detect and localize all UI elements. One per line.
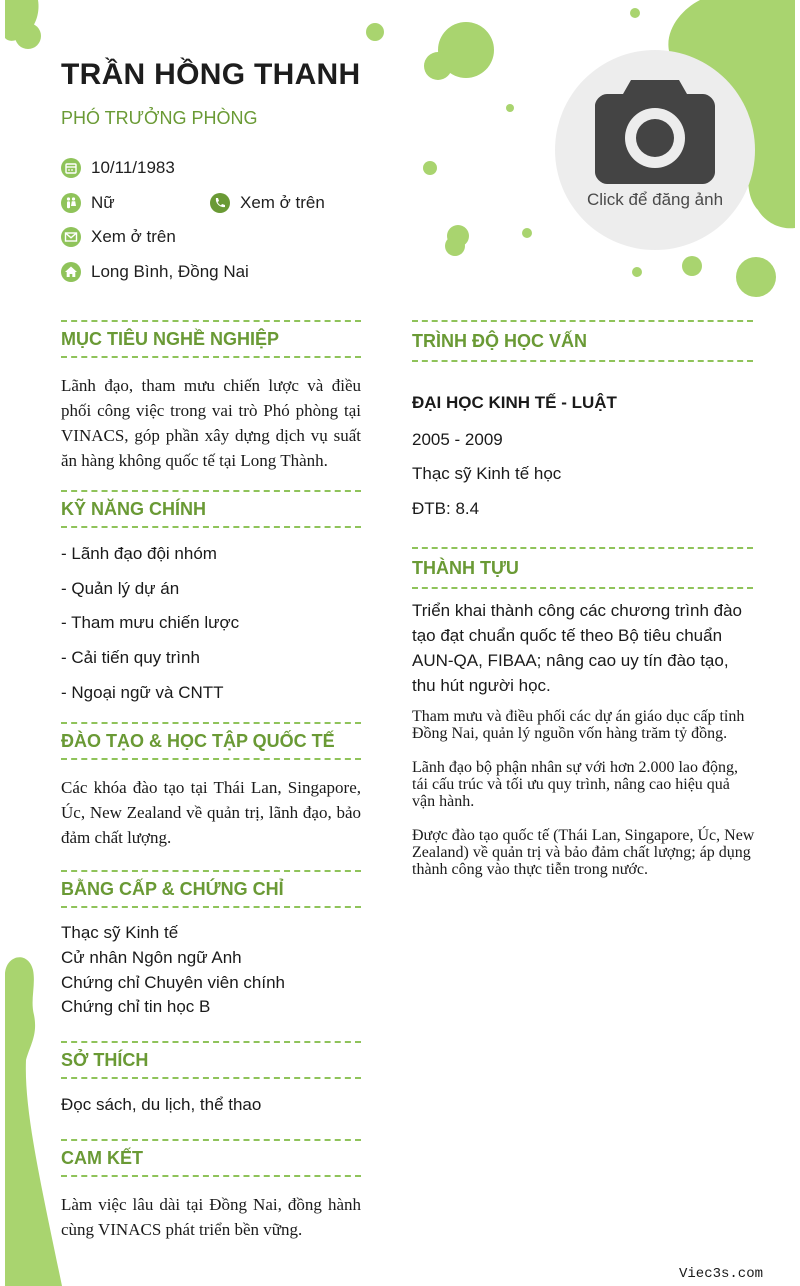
address-value: Long Bình, Đồng Nai — [91, 262, 249, 281]
achievement-item: Được đào tạo quốc tế (Thái Lan, Singapore, Úc, New Zealand) về quản trị và bảo đảm chất lượng; áp dụng thành công vào thực tiễn trong nước. — [412, 827, 755, 878]
photo-upload[interactable] — [555, 50, 755, 250]
skills-heading: KỸ NĂNG CHÍNH — [61, 490, 361, 528]
birthdate-value: 10/11/1983 — [91, 158, 175, 177]
home-icon — [61, 262, 81, 282]
contact-birthdate — [61, 158, 175, 178]
certificates-heading: BẰNG CẤP & CHỨNG CHỈ — [61, 870, 361, 908]
camera-icon — [595, 78, 715, 184]
certificate-item: Cử nhân Ngôn ngữ Anh — [61, 948, 242, 967]
training-heading: ĐÀO TẠO & HỌC TẬP QUỐC TẾ — [61, 722, 361, 760]
email-icon — [61, 227, 81, 247]
education-degree: Thạc sỹ Kinh tế học — [412, 464, 562, 483]
certificate-item: Chứng chỉ Chuyên viên chính — [61, 973, 286, 992]
skill-item: - Lãnh đạo đội nhóm — [61, 544, 217, 563]
education-gpa: ĐTB: 8.4 — [412, 499, 480, 518]
achievement-main: Triển khai thành công các chương trình đào tạo đạt chuẩn quốc tế theo Bộ tiêu chuẩn AUN-QA, FIBAA; nâng cao uy tín đào tạo, thu hút người học. — [412, 601, 742, 695]
achievement-item: Lãnh đạo bộ phận nhân sự với hơn 2.000 lao động, tái cấu trúc và tối ưu quy trình, nâng cao hiệu quả vận hành. — [412, 759, 738, 810]
certificate-item: Chứng chỉ tin học B — [61, 997, 211, 1016]
objective-text: Lãnh đạo, tham mưu chiến lược và điều phối công việc trong vai trò Phó phòng tại VINACS, góp phần xây dựng dịch vụ suất ăn hàng không quốc tế tại Long Thành. — [61, 376, 361, 470]
photo-caption: Click để đăng ảnh — [586, 190, 724, 209]
contact-address — [61, 262, 249, 282]
phone-value: Xem ở trên — [240, 193, 325, 212]
certificate-item: Thạc sỹ Kinh tế — [61, 923, 179, 942]
skill-item: - Tham mưu chiến lược — [61, 613, 240, 632]
hobbies-text: Đọc sách, du lịch, thể thao — [61, 1095, 262, 1114]
contact-phone — [210, 193, 325, 213]
email-value: Xem ở trên — [91, 227, 176, 246]
achievements-heading: THÀNH TỰU — [412, 547, 753, 589]
calendar-icon — [61, 158, 81, 178]
skill-item: - Cải tiến quy trình — [61, 648, 200, 667]
education-heading: TRÌNH ĐỘ HỌC VẤN — [412, 320, 753, 362]
commitment-text: Làm việc lâu dài tại Đồng Nai, đồng hành cùng VINACS phát triển bền vững. — [61, 1195, 361, 1239]
contact-email — [61, 227, 176, 247]
footer-brand: Viec3s.com — [678, 1266, 763, 1282]
gender-value: Nữ — [91, 193, 115, 212]
skill-item: - Quản lý dự án — [61, 579, 180, 598]
phone-icon — [210, 193, 230, 213]
objective-heading: MỤC TIÊU NGHỀ NGHIỆP — [61, 320, 361, 358]
training-text: Các khóa đào tạo tại Thái Lan, Singapore, Úc, New Zealand về quản trị, lãnh đạo, bảo đảm chất lượng. — [61, 778, 361, 847]
achievement-item: Tham mưu và điều phối các dự án giáo dục cấp tỉnh Đồng Nai, quản lý nguồn vốn hàng trăm tỷ đồng. — [412, 708, 745, 742]
candidate-name: TRẦN HỒNG THANH — [61, 58, 361, 91]
hobbies-heading: SỞ THÍCH — [61, 1041, 361, 1079]
education-years: 2005 - 2009 — [412, 430, 503, 449]
commitment-heading: CAM KẾT — [61, 1139, 361, 1177]
job-title: PHÓ TRƯỞNG PHÒNG — [61, 108, 258, 128]
skill-item: - Ngoại ngữ và CNTT — [61, 683, 224, 702]
contact-gender — [61, 193, 115, 213]
gender-icon — [61, 193, 81, 213]
education-school: ĐẠI HỌC KINH TẾ - LUẬT — [412, 393, 617, 412]
